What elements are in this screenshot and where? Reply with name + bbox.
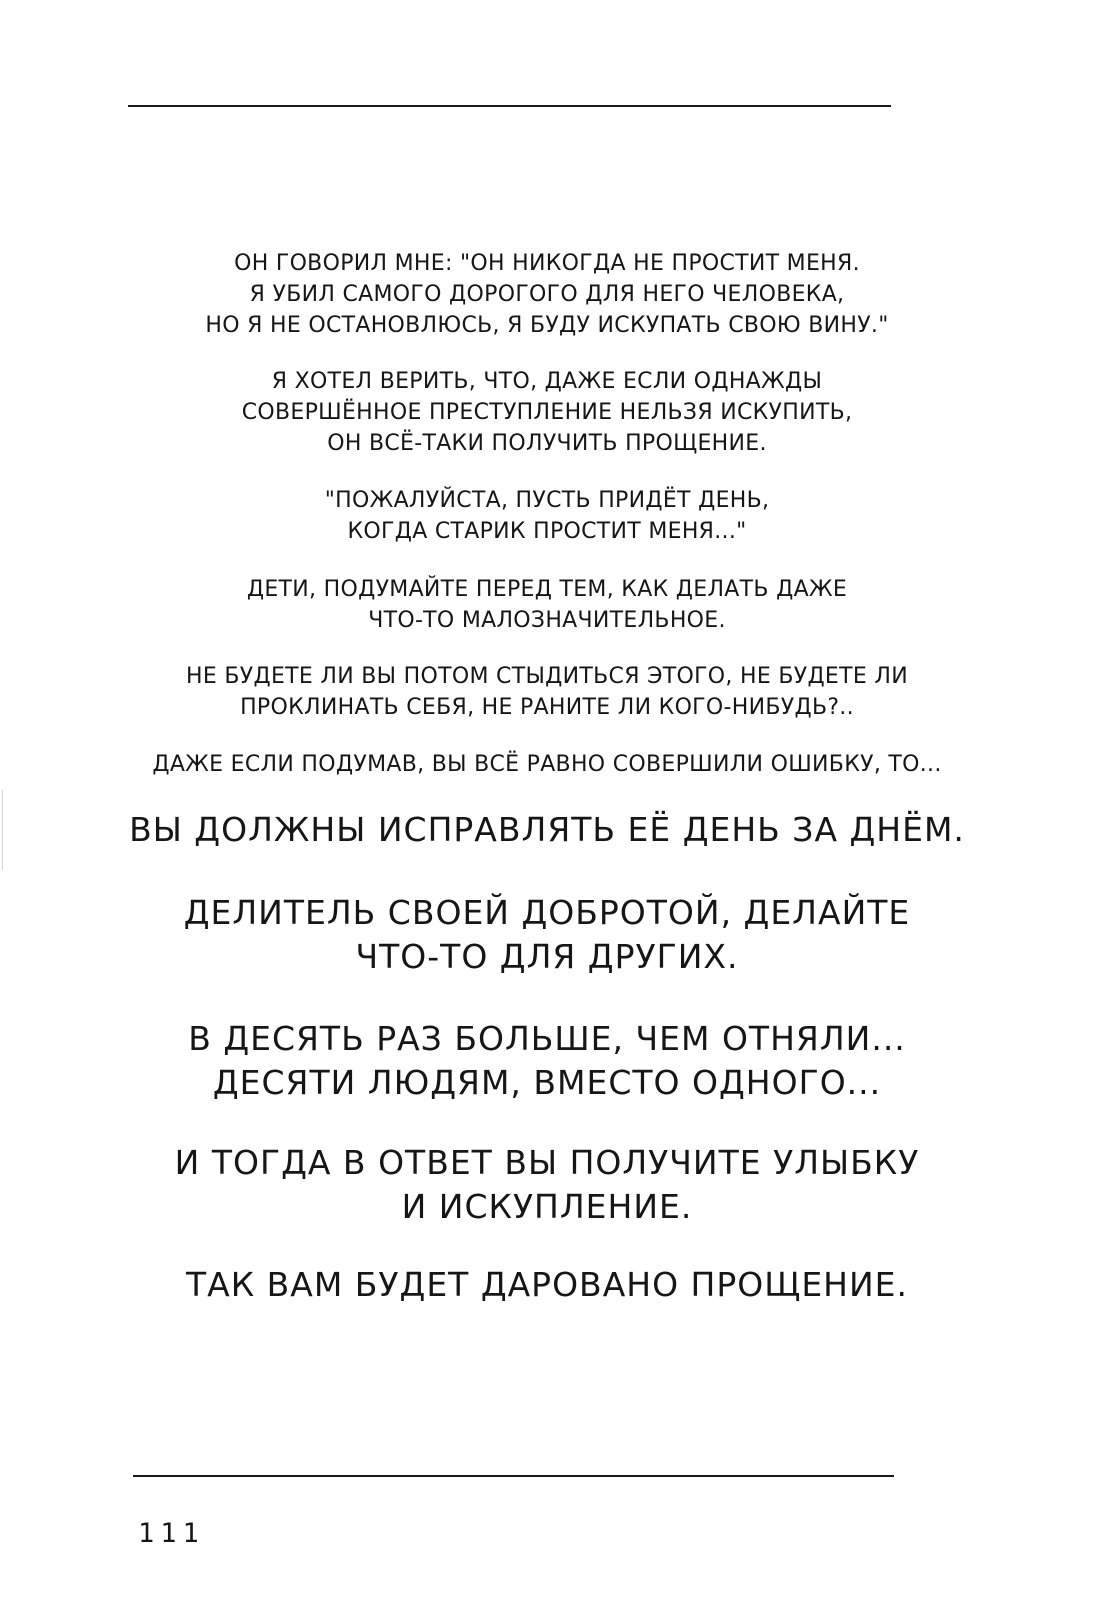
text-line: КОГДА СТАРИК ПРОСТИТ МЕНЯ..." [347, 519, 747, 544]
paragraph-9 [0, 1017, 1094, 1105]
paragraph-7 [0, 808, 1094, 852]
paragraph-10 [0, 1141, 1094, 1229]
page-number: 111 [138, 1518, 205, 1549]
text-line: В ДЕСЯТЬ РАЗ БОЛЬШЕ, ЧЕМ ОТНЯЛИ... [188, 1019, 906, 1058]
paragraph-2 [0, 366, 1094, 459]
text-line: ЧТО-ТО МАЛОЗНАЧИТЕЛЬНОЕ. [368, 608, 726, 633]
text-line: "ПОЖАЛУЙСТА, ПУСТЬ ПРИДЁТ ДЕНЬ, [324, 488, 770, 513]
text-line: ТАК ВАМ БУДЕТ ДАРОВАНО ПРОЩЕНИЕ. [185, 1265, 909, 1304]
text-line: ДАЖЕ ЕСЛИ ПОДУМАВ, ВЫ ВСЁ РАВНО СОВЕРШИЛИ ОШИБКУ, ТО... [152, 752, 942, 777]
text-line: ВЫ ДОЛЖНЫ ИСПРАВЛЯТЬ ЕЁ ДЕНЬ ЗА ДНЁМ. [129, 810, 965, 849]
top-divider [128, 105, 891, 107]
text-line: Я ХОТЕЛ ВЕРИТЬ, ЧТО, ДАЖЕ ЕСЛИ ОДНАЖДЫ [271, 369, 823, 394]
paragraph-3 [0, 485, 1094, 547]
text-line: ПРОКЛИНАТЬ СЕБЯ, НЕ РАНИТЕ ЛИ КОГО-НИБУДЬ?.. [240, 695, 854, 720]
text-line: ОН ВСЁ-ТАКИ ПОЛУЧИТЬ ПРОЩЕНИЕ. [327, 431, 767, 456]
text-line: СОВЕРШЁННОЕ ПРЕСТУПЛЕНИЕ НЕЛЬЗЯ ИСКУПИТЬ, [241, 400, 853, 425]
paragraph-11 [0, 1263, 1094, 1307]
text-line: НО Я НЕ ОСТАНОВЛЮСЬ, Я БУДУ ИСКУПАТЬ СВОЮ ВИНУ." [205, 313, 889, 338]
text-line: ОН ГОВОРИЛ МНЕ: "ОН НИКОГДА НЕ ПРОСТИТ МЕНЯ. [234, 251, 860, 276]
text-line: ДЕТИ, ПОДУМАЙТЕ ПЕРЕД ТЕМ, КАК ДЕЛАТЬ ДАЖЕ [246, 577, 848, 602]
text-line: ЧТО-ТО ДЛЯ ДРУГИХ. [355, 937, 739, 976]
text-line: И ТОГДА В ОТВЕТ ВЫ ПОЛУЧИТЕ УЛЫБКУ [174, 1143, 920, 1182]
paragraph-5 [0, 661, 1094, 723]
text-line: Я УБИЛ САМОГО ДОРОГОГО ДЛЯ НЕГО ЧЕЛОВЕКА, [249, 282, 845, 307]
paragraph-1 [0, 248, 1094, 341]
bottom-divider [133, 1475, 894, 1477]
text-line: НЕ БУДЕТЕ ЛИ ВЫ ПОТОМ СТЫДИТЬСЯ ЭТОГО, НЕ БУДЕТЕ ЛИ [186, 664, 908, 689]
text-line: ДЕЛИТЕЛЬ СВОЕЙ ДОБРОТОЙ, ДЕЛАЙТЕ [183, 893, 911, 932]
paragraph-6 [0, 749, 1094, 780]
paragraph-8 [0, 891, 1094, 979]
text-line: И ИСКУПЛЕНИЕ. [401, 1187, 693, 1226]
text-line: ДЕСЯТИ ЛЮДЯМ, ВМЕСТО ОДНОГО... [212, 1063, 882, 1102]
paragraph-4 [0, 574, 1094, 636]
